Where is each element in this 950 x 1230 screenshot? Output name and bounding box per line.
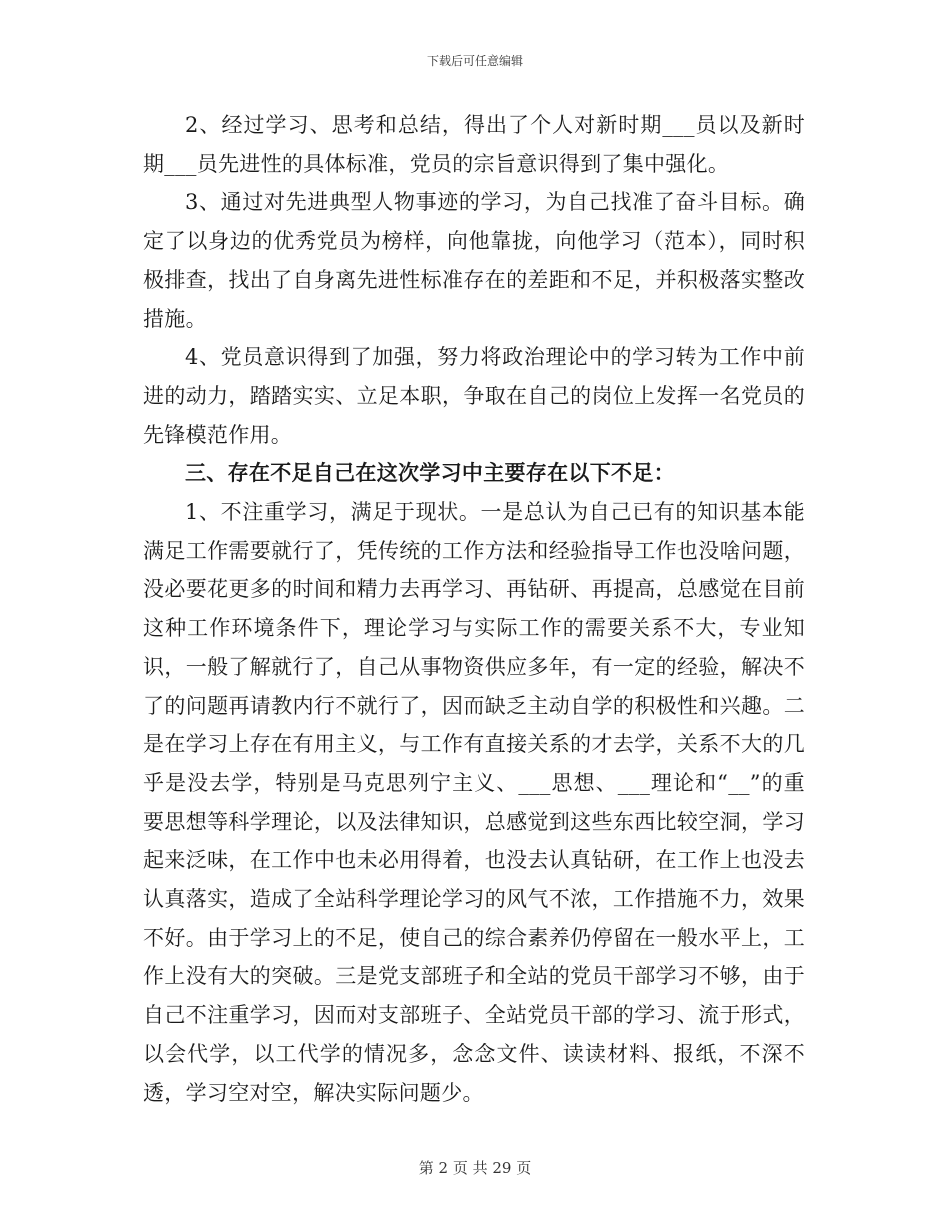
paragraph-shortcoming-1: 1、不注重学习，满足于现状。一是总认为自己已有的知识基本能满足工作需要就行了，凭传统的工作方法和经验指导工作也没啥问题，没必要花更多的时间和精力去再学习、再钻研、再提高，总感觉在目前这种工作环境条件下，理论学习与实际工作的需要关系不大，专业知识，一般了解就行了，自己从事物资供应多年，有一定的经验，解决不了的问题再请教内行不就行了，因而缺乏主动自学的积极性和兴趣。二是在学习上存在有用主义，与工作有直接关系的才去学，关系不大的几乎是没去学，特别是马克思列宁主义、___思想、___理论和“__”的重要思想等科学理论，以及法律知识，总感觉到这些东西比较空洞，学习起来泛味，在工作中也未必用得着，也没去认真钻研，在工作上也没去认真落实，造成了全站科学理论学习的风气不浓，工作措施不力，效果不好。由于学习上的不足，使自己的综合素养仍停留在一般水平上，工作上没有大的突破。三是党支部班子和全站的党员干部学习不够，由于自己不注重学习，因而对支部班子、全站党员干部的学习、流于形式，以会代学，以工代学的情况多，念念文件、读读材料、报纸，不深不透，学习空对空，解决实际问题少。 bbox=[143, 500, 805, 1105]
paragraph-item-4: 4、党员意识得到了加强，努力将政治理论中的学习转为工作中前进的动力，踏踏实实、立足本职，争取在自己的岗位上发挥一名党员的先锋模范作用。 bbox=[143, 345, 805, 447]
page-footer: 第 2 页 共 29 页 bbox=[418, 1159, 532, 1177]
paragraph-item-2: 2、经过学习、思考和总结，得出了个人对新时期___员以及新时期___员先进性的具体标准，党员的宗旨意识得到了集中强化。 bbox=[143, 113, 805, 176]
section-heading-shortcomings: 三、存在不足自己在这次学习中主要存在以下不足： bbox=[185, 460, 675, 486]
document-body bbox=[143, 106, 805, 1112]
paragraph-item-3: 3、通过对先进典型人物事迹的学习，为自己找准了奋斗目标。确定了以身边的优秀党员为榜样，向他靠拢，向他学习（范本），同时积极排查，找出了自身离先进性标准存在的差距和不足，并积极落实整改措施。 bbox=[143, 190, 805, 331]
page-header: 下载后可任意编辑 bbox=[426, 54, 523, 68]
